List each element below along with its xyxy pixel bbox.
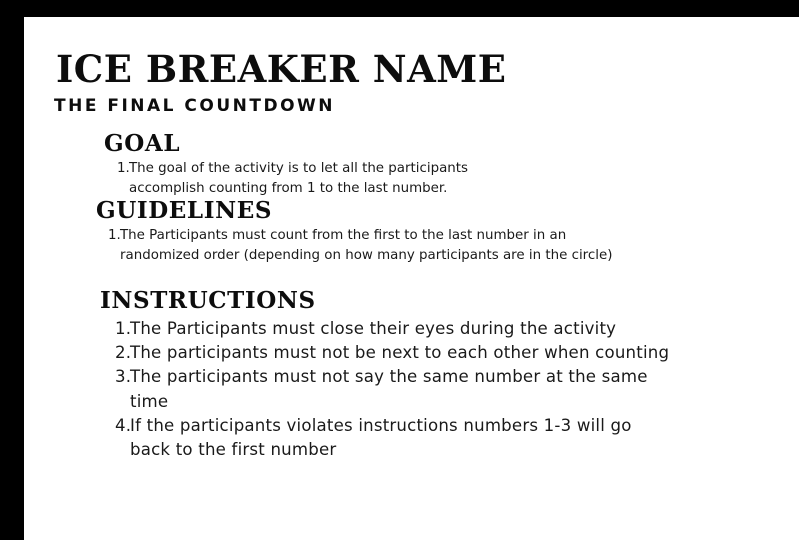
list-item-text: The participants must not be next to each other when counting bbox=[130, 343, 670, 363]
list-item-number: 1. bbox=[108, 228, 121, 243]
list-item-number: 1. bbox=[117, 161, 130, 176]
page-title: ICE BREAKER NAME bbox=[56, 47, 507, 91]
list-item-number: 1. bbox=[115, 319, 132, 338]
list-item-text: The goal of the activity is to let all the participants bbox=[129, 161, 468, 176]
guidelines-list bbox=[108, 226, 613, 265]
instructions-heading: INSTRUCTIONS bbox=[100, 287, 316, 314]
list-item-text-continued: randomized order (depending on how many participants are in the circle) bbox=[120, 247, 613, 263]
list-item-text: The participants must not say the same number at the same bbox=[130, 367, 648, 387]
list-item bbox=[108, 226, 613, 265]
list-item-text: If the participants violates instructions numbers 1-3 will go bbox=[130, 415, 632, 435]
list-item-text-continued: back to the first number bbox=[130, 440, 337, 460]
goal-list bbox=[117, 159, 468, 198]
list-item-number: 2. bbox=[115, 343, 132, 363]
list-item bbox=[115, 365, 669, 413]
list-item-number: 4. bbox=[115, 415, 132, 435]
list-item bbox=[115, 341, 670, 365]
guidelines-heading: GUIDELINES bbox=[96, 197, 273, 224]
list-item-text: The Participants must count from the first to the last number in an bbox=[120, 228, 567, 243]
list-item-number: 3. bbox=[115, 367, 132, 387]
goal-heading: GOAL bbox=[104, 130, 181, 157]
list-item bbox=[115, 317, 669, 341]
slide bbox=[24, 17, 799, 540]
list-item bbox=[117, 159, 468, 198]
page-subtitle: THE FINAL COUNTDOWN bbox=[54, 96, 336, 116]
list-item-text: The Participants must close their eyes during the activity bbox=[130, 319, 617, 338]
list-item-text-continued: time bbox=[130, 391, 169, 411]
list-item bbox=[115, 414, 669, 462]
instructions-list bbox=[115, 317, 670, 462]
list-item-text-continued: accomplish counting from 1 to the last number. bbox=[129, 180, 448, 196]
